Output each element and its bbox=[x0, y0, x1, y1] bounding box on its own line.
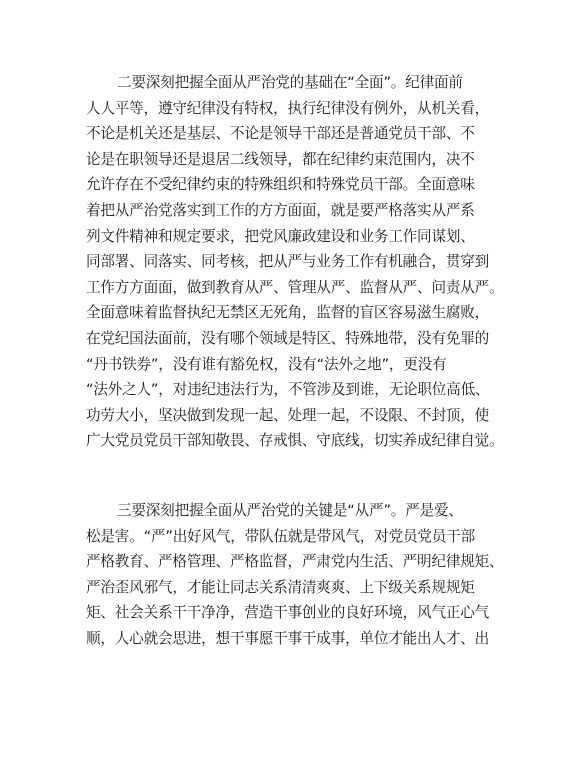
paragraph-discipline-strict bbox=[86, 498, 506, 652]
text-line: 人人平等，遵守纪律没有特权，执行纪律没有例外，从机关看， bbox=[86, 99, 490, 117]
text-line: 论是在职领导还是退居二线领导，都在纪律约束范围内，决不 bbox=[86, 150, 475, 168]
text-line: 严治歪风邪气，才能让同志关系清清爽爽、上下级关系规规矩 bbox=[86, 578, 475, 596]
text-line: 矩、社会关系干干净净，营造干事创业的良好环境，风气正心气 bbox=[86, 604, 490, 622]
text-line: 同部署、同落实、同考核，把从严与业务工作有机融合，贯穿到 bbox=[86, 253, 490, 271]
text-line: 三要深刻把握全面从严治党的关键是“从严”。严是爱、 bbox=[117, 502, 463, 519]
text-line: 功劳大小，坚决做到发现一起、处理一起，不设限、不封顶，使 bbox=[86, 406, 490, 424]
text-line: 在党纪国法面前，没有哪个领域是特区、特殊地带，没有免罪的 bbox=[86, 329, 490, 347]
text-line: 列文件精神和规定要求，把党风廉政建设和业务工作同谋划、 bbox=[86, 227, 475, 245]
text-line: 不论是机关还是基层、不论是领导干部还是普通党员干部、不 bbox=[86, 125, 475, 143]
text-line: “法外之人”，对违纪违法行为，不管涉及到谁，无论职位高低、 bbox=[86, 381, 490, 399]
text-line: 松是害。“严”出好风气，带队伍就是带风气，对党员党员干部 bbox=[86, 527, 475, 545]
paragraph-discipline-comprehensive bbox=[86, 70, 506, 454]
text-line: 顺，人心就会思进，想干事愿干事干成事，单位才能出人才、出 bbox=[86, 629, 490, 647]
text-line: 广大党员党员干部知敬畏、存戒惧、守底线，切实养成纪律自觉。 bbox=[86, 432, 504, 450]
text-line: 允许存在不受纪律约束的特殊组织和特殊党员干部。全面意味 bbox=[86, 176, 475, 194]
text-line: 着把从严治党落实到工作的方方面面，就是要严格落实从严系 bbox=[86, 201, 475, 219]
text-line: 工作方方面面，做到教育从严、管理从严、监督从严、问责从严。 bbox=[86, 278, 504, 296]
text-line: 全面意味着监督执纪无禁区无死角，监督的盲区容易滋生腐败， bbox=[86, 304, 490, 322]
text-line: 二要深刻把握全面从严治党的基础在“全面”。纪律面前 bbox=[117, 74, 463, 91]
text-line: “丹书铁券”，没有谁有豁免权，没有“法外之地”，更没有 bbox=[86, 355, 447, 373]
text-line: 严格教育、严格管理、严格监督，严肃党内生活、严明纪律规矩、 bbox=[86, 553, 504, 571]
